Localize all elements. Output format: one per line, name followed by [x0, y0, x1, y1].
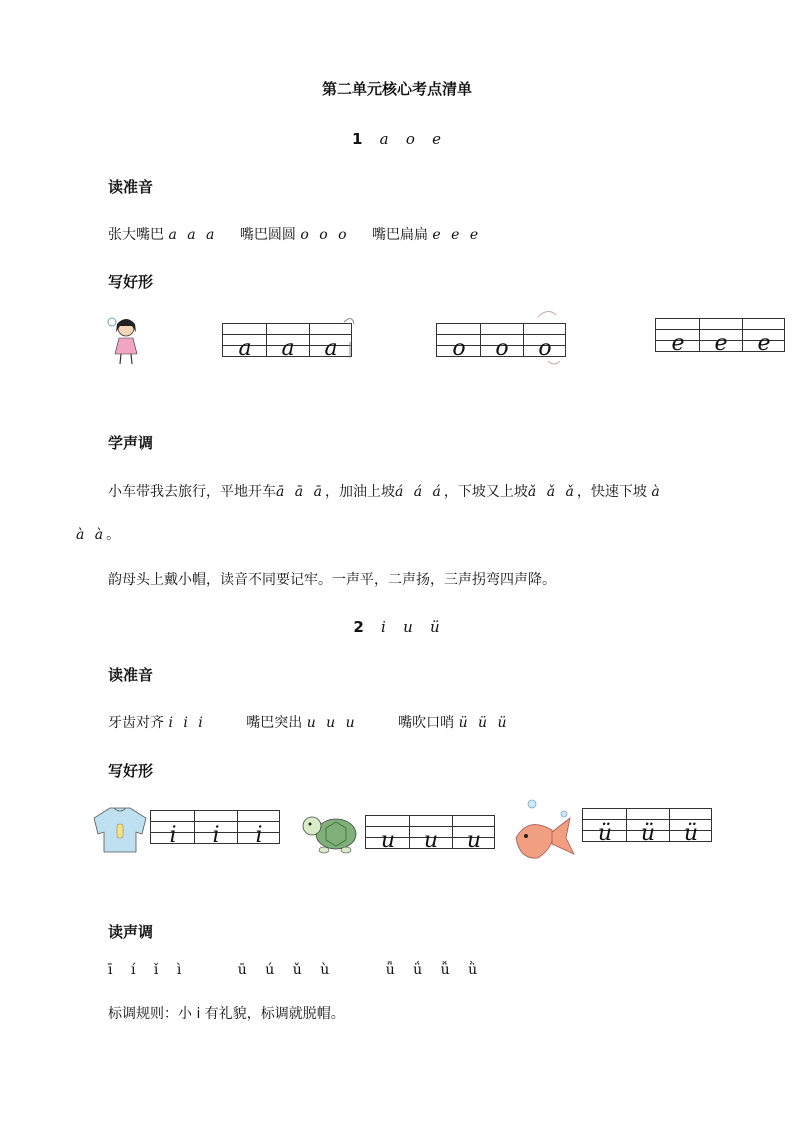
read-phrase: 嘴巴圆圆 — [239, 227, 296, 243]
tone-mark: ǖ — [385, 962, 395, 978]
tone-mark: í — [130, 962, 136, 978]
stroke-order-arrow — [530, 305, 570, 367]
tone-mark: ū — [237, 962, 247, 978]
grid-letter: ü — [597, 821, 613, 846]
section-heading-read: 读准音 — [108, 666, 154, 684]
grid-letter: i — [169, 823, 177, 848]
grid-letter: e — [671, 331, 685, 356]
writing-grid — [365, 815, 495, 853]
grid-letter: ü — [640, 821, 656, 846]
tone-mark: ù — [320, 962, 330, 978]
section-heading-tone: 学声调 — [108, 434, 154, 452]
tone-letters: à à — [76, 527, 107, 543]
tone-letters: ā ā ā — [276, 484, 325, 500]
tone-mark: ǔ — [292, 962, 302, 978]
section-heading-tone: 读声调 — [108, 923, 154, 941]
lesson-number: 1 — [351, 130, 364, 148]
grid-letter: o — [538, 336, 552, 361]
grid-letter: e — [714, 331, 728, 356]
grid-letter: o — [452, 336, 466, 361]
lesson-letter: e — [432, 130, 442, 148]
girl-illustration — [104, 314, 144, 366]
tone-text: ，快速下坡 — [576, 484, 647, 500]
read-letters: ü ü ü — [458, 715, 510, 731]
grid-letter: i — [212, 823, 220, 848]
tone-paragraph-line-2 — [76, 524, 120, 544]
tone-rule: 标调规则：小 i 有礼貌，标调就脱帽。 — [108, 1006, 345, 1022]
sweater-illustration — [92, 804, 148, 854]
writing-grid — [582, 808, 712, 846]
tone-text: ，下坡又上坡 — [443, 484, 528, 500]
tone-mark: ú — [265, 962, 275, 978]
lesson-letter: o — [405, 130, 416, 148]
grid-letter: a — [324, 336, 338, 361]
tone-paragraph-line-1 — [108, 481, 663, 501]
tone-mark: ī — [108, 962, 113, 978]
tone-text: 。 — [106, 527, 121, 543]
tone-mark: ǘ — [413, 962, 423, 978]
lesson-number: 2 — [353, 618, 365, 636]
read-letters: o o o — [300, 227, 350, 243]
tone-mark: ǐ — [153, 962, 159, 978]
page-title: 第二单元核心考点清单 — [321, 80, 472, 98]
read-letters: a a a — [168, 227, 218, 243]
writing-grid — [222, 323, 352, 361]
read-line-1 — [108, 224, 481, 244]
section-heading-write: 写好形 — [108, 762, 154, 780]
tone-letters: ǎ ǎ ǎ — [527, 484, 577, 500]
tone-mark: ì — [176, 962, 182, 978]
tone-mark: ǜ — [468, 962, 478, 978]
section-heading-write: 写好形 — [108, 273, 154, 291]
grid-letter: a — [238, 336, 252, 361]
grid-letter: u — [423, 828, 439, 853]
tone-letters: á á á — [394, 484, 444, 500]
fish-illustration — [508, 798, 578, 868]
grid-letter: i — [255, 823, 263, 848]
lesson-2-heading — [0, 618, 794, 636]
lesson-letter: u — [403, 618, 414, 636]
stroke-order-arrow — [340, 314, 360, 364]
read-phrase: 牙齿对齐 — [108, 715, 164, 731]
tone-text: ，加油上坡 — [324, 484, 395, 500]
tone-row — [108, 962, 491, 978]
section-heading-read: 读准音 — [108, 178, 154, 196]
read-letters: e e e — [432, 227, 482, 243]
tone-text: 小车带我去旅行，平地开车 — [108, 484, 276, 500]
grid-letter: ü — [683, 821, 699, 846]
turtle-illustration — [300, 808, 360, 856]
read-phrase: 嘴巴突出 — [246, 715, 303, 731]
grid-letter: a — [281, 336, 295, 361]
lesson-letter: ü — [429, 618, 441, 636]
tone-mark: ǚ — [440, 962, 450, 978]
lesson-letter: a — [379, 130, 390, 148]
grid-letter: u — [380, 828, 396, 853]
lesson-1-heading — [0, 130, 794, 148]
read-phrase: 嘴吹口哨 — [398, 715, 455, 731]
grid-letter: o — [495, 336, 509, 361]
tone-letters: à — [651, 484, 663, 500]
read-letters: u u u — [306, 715, 358, 731]
grid-letter: u — [466, 828, 482, 853]
tone-rule: 韵母头上戴小帽，读音不同要记牢。一声平，二声扬，三声拐弯四声降。 — [108, 572, 556, 588]
writing-grid — [655, 318, 785, 356]
read-letters: i i i — [168, 715, 206, 731]
read-phrase: 嘴巴扁扁 — [371, 227, 428, 243]
writing-grid — [150, 810, 280, 848]
read-phrase: 张大嘴巴 — [108, 227, 164, 243]
lesson-letter: i — [381, 618, 387, 636]
grid-letter: e — [757, 331, 771, 356]
read-line-2 — [108, 712, 510, 732]
